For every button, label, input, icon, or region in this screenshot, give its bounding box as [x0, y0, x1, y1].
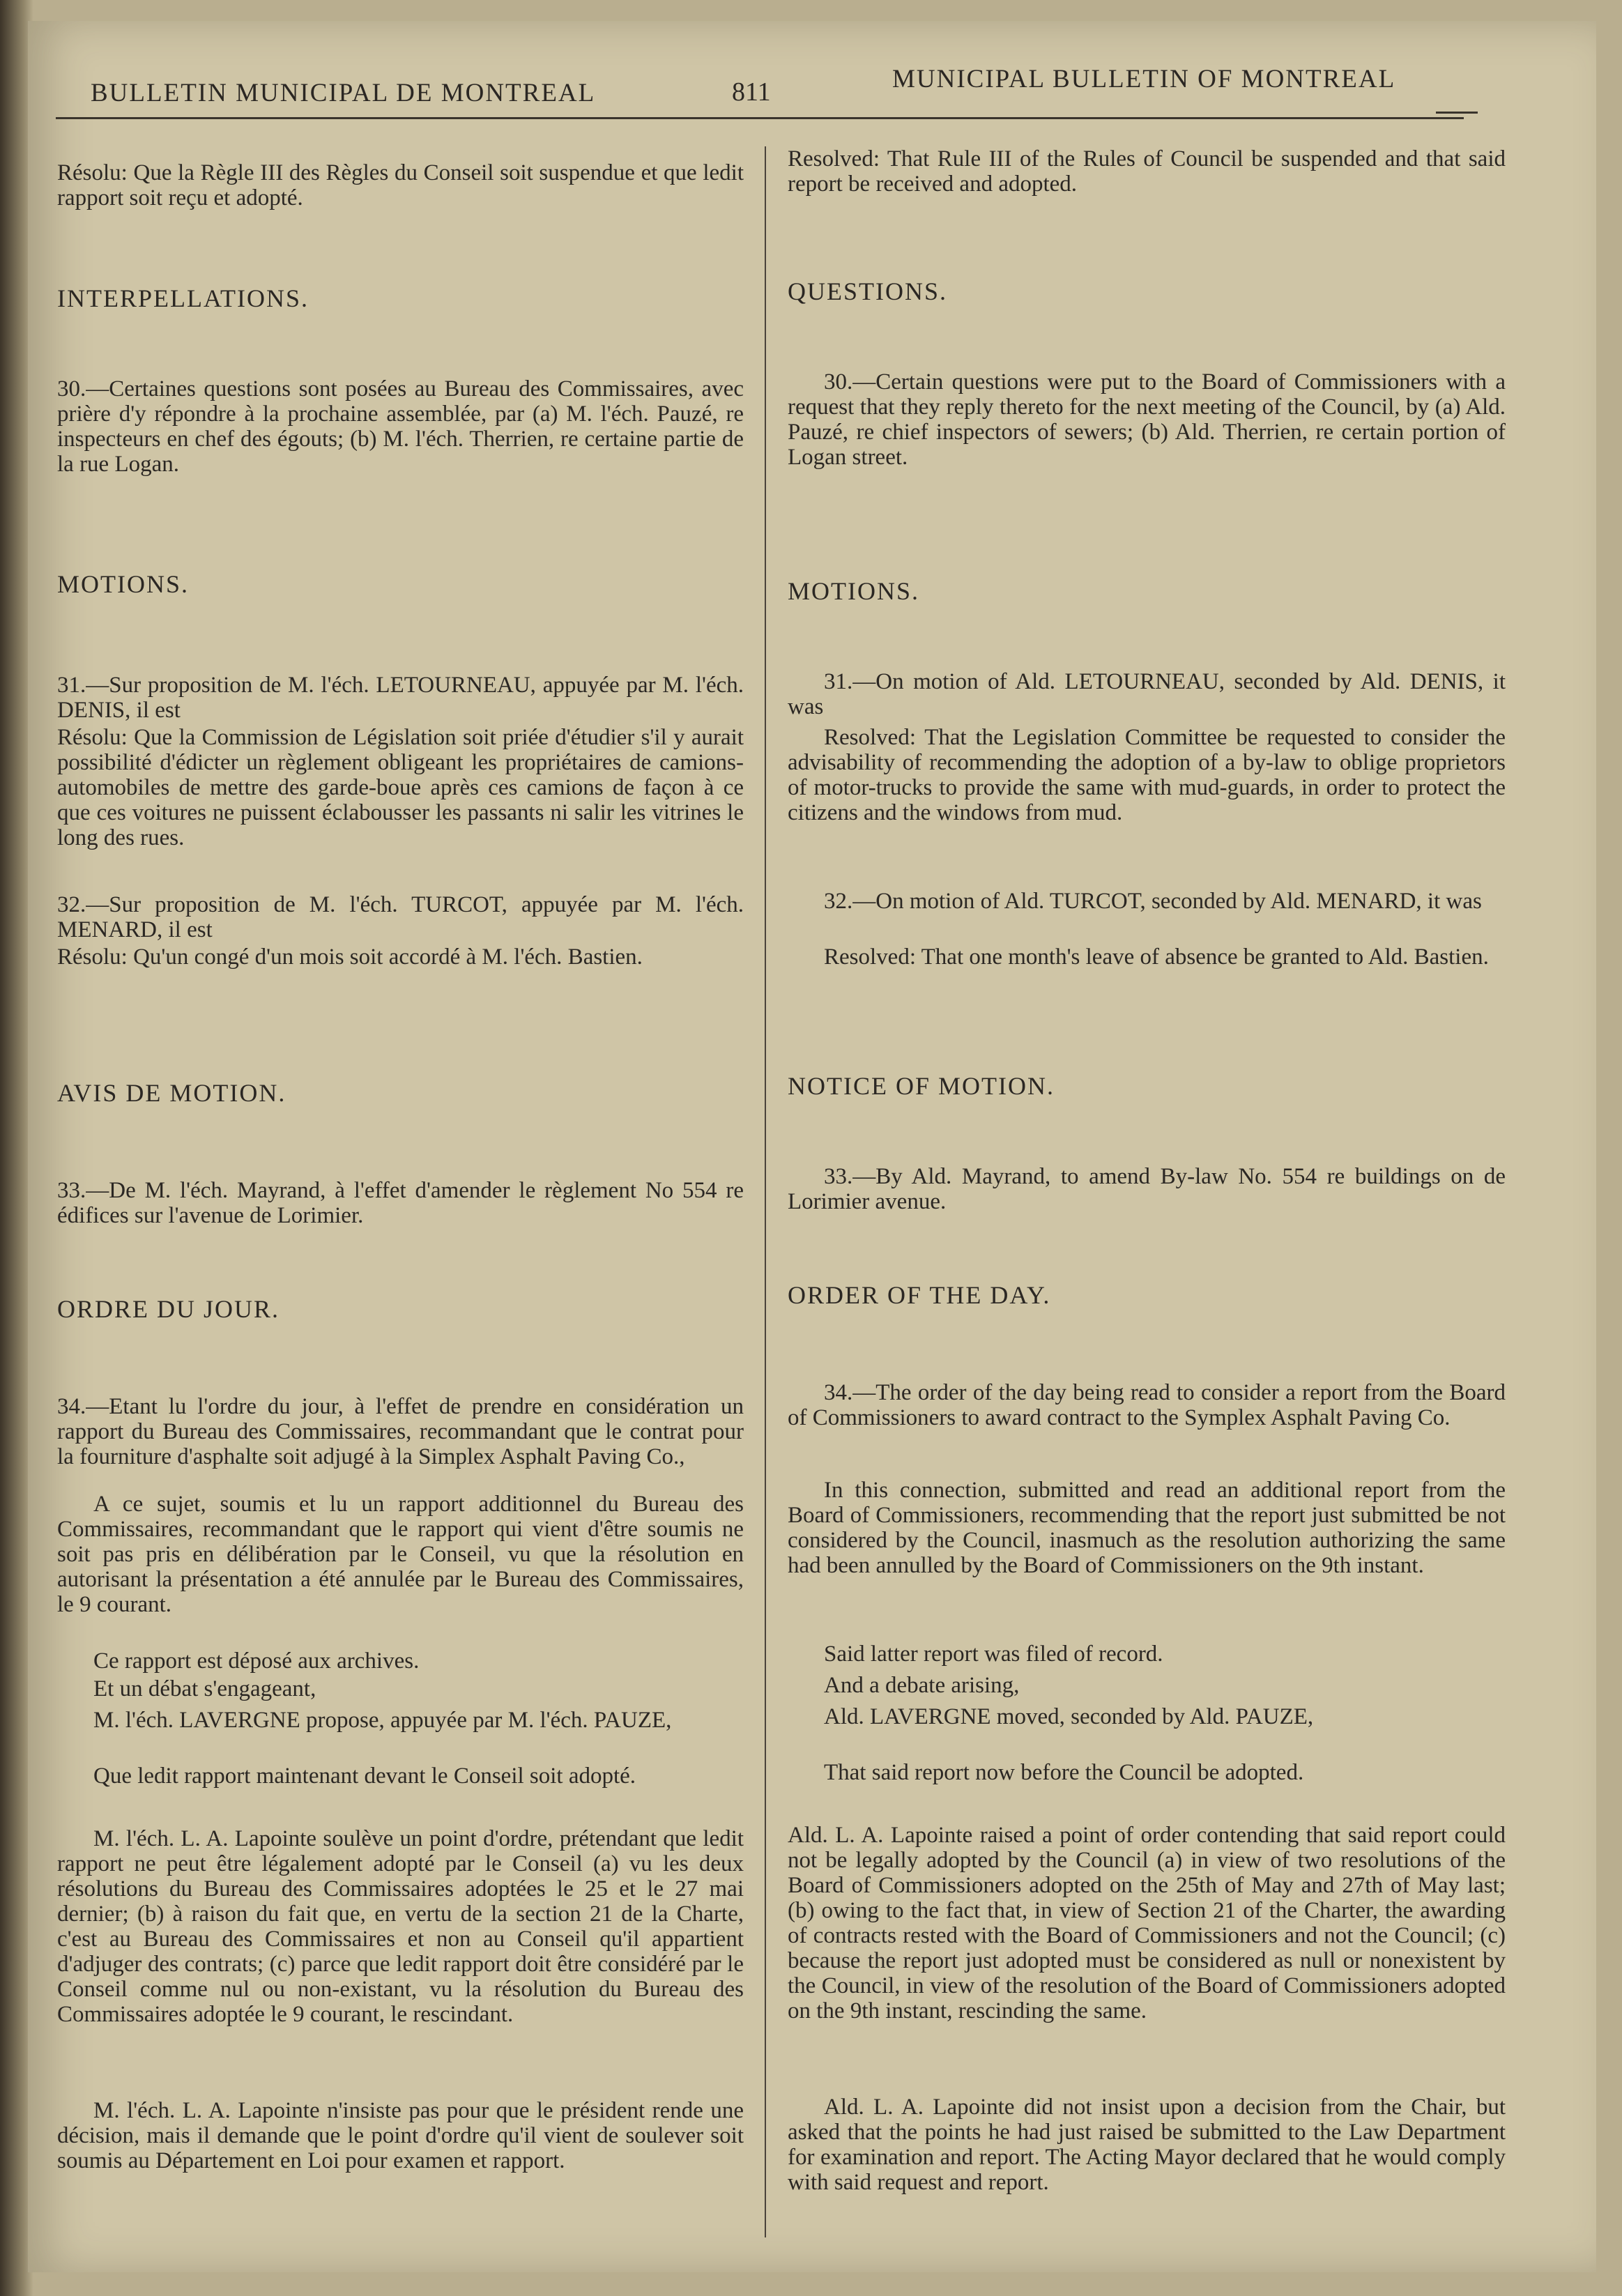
item-34-fr: 34.—Etant lu l'ordre du jour, à l'effet de prendre en considération un rapport du Bureau des Commissaires, recommandant que le contrat pour la fourniture d'asphalte soit adjugé à la Simplex Asphalt Paving Co., [57, 1394, 744, 1469]
item-34-en-p7: Ald. L. A. Lapointe raised a point of order contending that said report could not be legally adopted by the Council (a) in view of two resolutions of the Board of Commissioners adopted on the 25th of May and 27th of May last; (b) owing to the fact that, in view of Section 21 of the Charter, the awarding of contracts rested with the Board of Commissioners and not the Council; (c) because the report just adopted must be considered as null or nonexistent by the Council, in view of the resolution of the Board of Commissioners adopted on the 9th instant, rescinding the same. [788, 1823, 1506, 2023]
item-34-en-p5: Ald. LAVERGNE moved, seconded by Ald. PAUZE, [824, 1704, 1314, 1729]
item-34-fr-p3: Ce rapport est déposé aux archives. [93, 1648, 420, 1674]
heading-avis-de-motion: AVIS DE MOTION. [57, 1079, 286, 1107]
item-34-fr-p4: Et un débat s'engageant, [93, 1676, 316, 1701]
item-32-intro-en: 32.—On motion of Ald. TURCOT, seconded by Ald. MENARD, it was [824, 889, 1482, 914]
page-header [91, 64, 1527, 113]
heading-questions: QUESTIONS. [788, 277, 948, 305]
item-32-intro-fr: 32.—Sur proposition de M. l'éch. TURCOT, appuyée par M. l'éch. MENARD, il est [57, 892, 744, 942]
item-34-fr-p5: M. l'éch. LAVERGNE propose, appuyée par M. l'éch. PAUZE, [93, 1708, 672, 1733]
heading-motions-en: MOTIONS. [788, 577, 920, 605]
item-34-fr-p2: A ce sujet, soumis et lu un rapport additionnel du Bureau des Commissaires, recommandant que le rapport qui vient d'être soumis ne soit pas pris en délibération par le Conseil, vu que la résolution en autorisant la présentation a été annulée par le Bureau des Commissaires, le 9 courant. [57, 1492, 744, 1617]
item-34-en-p8: Ald. L. A. Lapointe did not insist upon a decision from the Chair, but asked that the points he had just raised be submitted to the Law Department for examination and report. The Acting Mayor declared that he would comply with said request and report. [788, 2095, 1506, 2195]
item-34-en-p3: Said latter report was filed of record. [824, 1641, 1163, 1667]
item-31-intro-fr: 31.—Sur proposition de M. l'éch. LETOURNEAU, appuyée par M. l'éch. DENIS, il est [57, 673, 744, 723]
page-number: 811 [732, 77, 771, 107]
heading-ordre-du-jour: ORDRE DU JOUR. [57, 1295, 280, 1323]
heading-notice-of-motion: NOTICE OF MOTION. [788, 1072, 1055, 1100]
item-34-fr-p7: M. l'éch. L. A. Lapointe soulève un point d'ordre, prétendant que ledit rapport ne peut être légalement adopté par le Conseil (a) vu les deux résolutions du Bureau des Commissaires adoptées le 25 et le 27 mai dernier; (b) à raison du fait que, en vertu de la section 21 de la Charte, c'est au Bureau des Commissaires et non au Conseil qu'il appartient d'adjuger des contrats; (c) parce que ledit rapport doit être considéré par le Conseil comme nul ou non-existant, vu la résolution du Bureau des Commissaires adoptée le 9 courant, le rescindant. [57, 1826, 744, 2027]
header-rule-right [1436, 112, 1478, 114]
item-32-resolu: Résolu: Qu'un congé d'un mois soit accordé à M. l'éch. Bastien. [57, 944, 643, 970]
item-34-en-p6: That said report now before the Council be adopted. [824, 1760, 1304, 1785]
item-30-en: 30.—Certain questions were put to the Board of Commissioners with a request that they reply thereto for the next meeting of the Council, by (a) Ald. Pauzé, re chief inspectors of sewers; (b) Ald. Therrien, re certain portion of Logan street. [788, 369, 1506, 470]
item-31-resolu: Résolu: Que la Commission de Législation soit priée d'étudier s'il y aurait possibilité d'édicter un règlement obligeant les propriétaires de camions-automobiles de mettre des garde-boue après ces camions de façon à ce que ces voitures ne puissent éclabousser les passants ni salir les vitrines le long des rues. [57, 725, 744, 850]
resolu-top: Résolu: Que la Règle III des Règles du Conseil soit suspendue et que ledit rapport soit reçu et adopté. [57, 160, 744, 211]
item-34-en-p4: And a debate arising, [824, 1673, 1020, 1698]
item-30-fr: 30.—Certaines questions sont posées au Bureau des Commissaires, avec prière d'y répondre à la prochaine assemblée, par (a) M. l'éch. Pauzé, re inspecteurs en chef des égouts; (b) M. l'éch. Therrien, re certaine partie de la rue Logan. [57, 376, 744, 477]
header-title-english: MUNICIPAL BULLETIN OF MONTREAL [892, 65, 1396, 93]
item-34-en-p2: In this connection, submitted and read an additional report from the Board of Commissioners, recommending that the report just submitted be not considered by the Council, inasmuch as the resolution authorizing the same had been annulled by the Board of Commissioners on the 9th instant. [788, 1478, 1506, 1578]
item-34-fr-p8: M. l'éch. L. A. Lapointe n'insiste pas pour que le président rende une décision, mais il demande que le point d'ordre qu'il vient de soulever soit soumis au Département en Loi pour examen et rapport. [57, 2098, 744, 2173]
header-rule [56, 117, 1464, 119]
heading-interpellations: INTERPELLATIONS. [57, 284, 309, 312]
resolved-top: Resolved: That Rule III of the Rules of Council be suspended and that said report be received and adopted. [788, 146, 1506, 197]
item-31-intro-en: 31.—On motion of Ald. LETOURNEAU, seconded by Ald. DENIS, it was [788, 669, 1506, 719]
heading-motions-fr: MOTIONS. [57, 570, 190, 598]
item-33-fr: 33.—De M. l'éch. Mayrand, à l'effet d'amender le règlement No 554 re édifices sur l'avenue de Lorimier. [57, 1178, 744, 1228]
header-title-french: BULLETIN MUNICIPAL DE MONTREAL [91, 79, 596, 107]
item-34-en: 34.—The order of the day being read to consider a report from the Board of Commissioners to award contract to the Symplex Asphalt Paving Co. [788, 1380, 1506, 1430]
item-34-fr-p6: Que ledit rapport maintenant devant le Conseil soit adopté. [93, 1763, 636, 1789]
item-33-en: 33.—By Ald. Mayrand, to amend By-law No. 554 re buildings on de Lorimier avenue. [788, 1164, 1506, 1214]
item-31-resolved: Resolved: That the Legislation Committee be requested to consider the advisability of recommending the adoption of a by-law to oblige proprietors of motor-trucks to provide the same with mud-guards, in order to protect the citizens and the windows from mud. [788, 725, 1506, 825]
item-32-resolved: Resolved: That one month's leave of absence be granted to Ald. Bastien. [824, 944, 1489, 970]
heading-order-of-the-day: ORDER OF THE DAY. [788, 1281, 1051, 1309]
column-divider [765, 146, 766, 2237]
